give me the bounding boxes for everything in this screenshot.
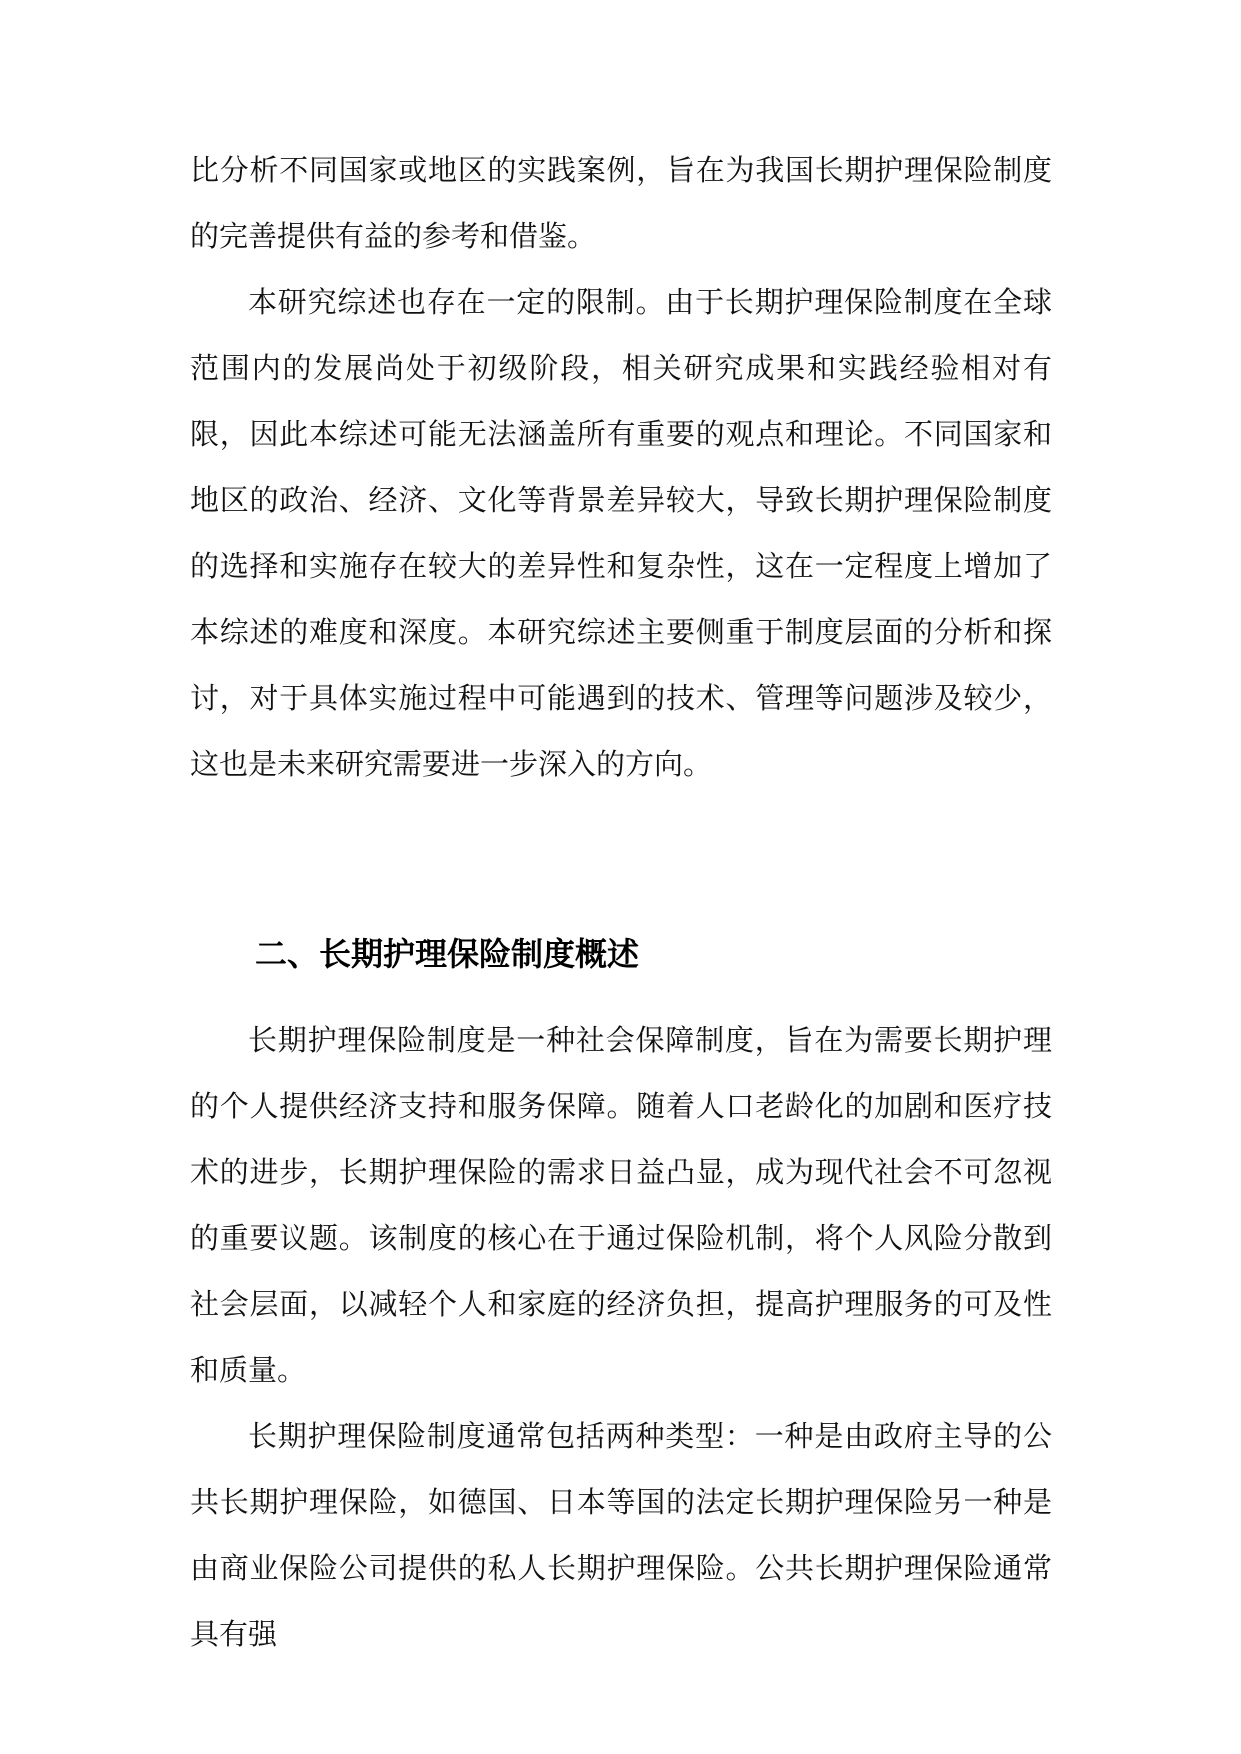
body-text-block-1: [190, 137, 1052, 797]
paragraph-continued: 比分析不同国家或地区的实践案例，旨在为我国长期护理保险制度的完善提供有益的参考和借鉴。: [190, 153, 1052, 253]
section-heading: 二、长期护理保险制度概述: [255, 935, 640, 973]
paragraph-definition: 长期护理保险制度是一种社会保障制度，旨在为需要长期护理的个人提供经济支持和服务保障。随着人口老龄化的加剧和医疗技术的进步，长期护理保险的需求日益凸显，成为现代社会不可忽视的重要议题。该制度的核心在于通过保险机制，将个人风险分散到社会层面，以减轻个人和家庭的经济负担，提高护理服务的可及性和质量。: [190, 1023, 1052, 1387]
body-text-block-2: [190, 1007, 1052, 1667]
paragraph-types: 长期护理保险制度通常包括两种类型：一种是由政府主导的公共长期护理保险，如德国、日本等国的法定长期护理保险另一种是由商业保险公司提供的私人长期护理保险。公共长期护理保险通常具有强: [190, 1419, 1052, 1651]
paragraph-limitations: 本研究综述也存在一定的限制。由于长期护理保险制度在全球范围内的发展尚处于初级阶段，相关研究成果和实践经验相对有限，因此本综述可能无法涵盖所有重要的观点和理论。不同国家和地区的政治、经济、文化等背景差异较大，导致长期护理保险制度的选择和实施存在较大的差异性和复杂性，这在一定程度上增加了本综述的难度和深度。本研究综述主要侧重于制度层面的分析和探讨，对于具体实施过程中可能遇到的技术、管理等问题涉及较少，这也是未来研究需要进一步深入的方向。: [190, 285, 1052, 781]
